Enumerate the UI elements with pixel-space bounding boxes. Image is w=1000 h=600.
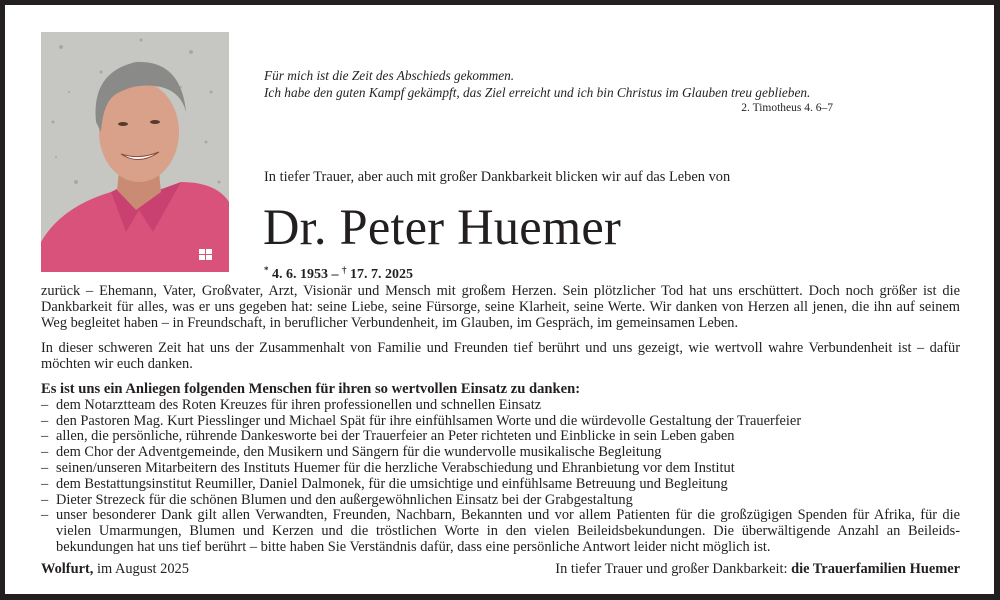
- signature-line: [555, 560, 960, 578]
- death-symbol: †: [342, 265, 347, 275]
- place: Wolfurt,: [41, 561, 94, 577]
- death-date: 17. 7. 2025: [346, 267, 413, 282]
- bible-verse: [264, 67, 839, 101]
- list-item: – seinen/unseren Mitarbeitern des Instituts Huemer für die herzliche Verabschiedung und Ehranbietung vor dem Institut: [41, 459, 735, 476]
- birth-symbol: *: [264, 265, 269, 275]
- dash-bullet: –: [41, 459, 49, 476]
- verse-line-2: Ich habe den guten Kampf gekämpft, das Ziel erreicht und ich bin Christus im Glauben treu geblieben.: [264, 85, 811, 100]
- paragraph-gratitude: In dieser schweren Zeit hat uns der Zusammenhalt von Familie und Freunden tief berührt und uns gezeigt, wie wertvoll wahre Verbundenheit ist – dafür möchten wir euch danken.: [41, 340, 960, 373]
- signature: die Trauerfamilien Huemer: [791, 561, 960, 577]
- list-item: – allen, die persönliche, rührende Dankesworte bei der Trauerfeier an Peter richteten und Einblicke in sein Leben gaben: [41, 428, 735, 445]
- intro-text: In tiefer Trauer, aber auch mit großer Dankbarkeit blicken wir auf das Leben von: [264, 169, 731, 185]
- obituary-body: [41, 284, 960, 556]
- dash-bullet: –: [41, 396, 49, 413]
- list-item: – Dieter Strezeck für die schönen Blumen und den außergewöhnlichen Einsatz bei der Grabgestaltung: [41, 491, 633, 508]
- paragraph-tribute: zurück – Ehemann, Vater, Großvater, Arzt, Visionär und Mensch mit großem Herzen. Sein plötzlicher Tod hat uns erschüttert. Doch noch größer ist die Dankbarkeit für alles, was er uns gegeben hat: seine Liebe, seine Fürsorge, seine Klarheit, seine Werte. Wir danken von Herzen all jenen, die ihn auf seinem Weg begleitet haben – in Freundschaft, in beruflicher Verbundenheit, im Glauben, im Gespräch, im gemeinsamen Leben.: [41, 283, 960, 331]
- portrait-photo: [41, 32, 229, 272]
- birth-date: 4. 6. 1953 –: [268, 267, 342, 282]
- obituary-page: [5, 5, 994, 594]
- thanks-list: [41, 398, 960, 556]
- closing-text: In tiefer Trauer und großer Dankbarkeit:: [555, 561, 792, 577]
- place-date: [41, 560, 189, 578]
- list-item: – dem Notarztteam des Roten Kreuzes für ihren professionellen und schnellen Einsatz: [41, 396, 542, 413]
- list-item: – den Pastoren Mag. Kurt Piesslinger und Michael Spät für ihre einfühlsamen Worte und die würdevolle Gestaltung der Trauerfeier: [41, 412, 802, 429]
- dash-bullet: –: [41, 428, 49, 445]
- dash-bullet: –: [41, 507, 49, 524]
- list-item: – dem Bestattungsinstitut Reumiller, Daniel Dalmonek, für die umsichtige und einfühlsame Betreuung und Begleitung: [41, 475, 728, 492]
- dash-bullet: –: [41, 412, 49, 429]
- dash-bullet: –: [41, 475, 49, 492]
- list-item: – unser besonderer Dank gilt allen Verwandten, Freunden, Nachbarn, Bekannten und vor allem Patienten für die großzügigen Spenden für Afrika, für die vielen Umarmungen, Blumen und Kerzen und die tröstlichen Worte in den vielen Beileidsbekundungen. Die überwältigende Anzahl an Beileidsbekundungen hat uns tief berührt – bitte haben Sie Verständnis dafür, dass eine persönliche Antwort leider nicht möglich ist.: [41, 507, 960, 555]
- verse-line-1: Für mich ist die Zeit des Abschieds gekommen.: [264, 68, 515, 83]
- life-dates: [264, 261, 413, 284]
- dash-bullet: –: [41, 491, 49, 508]
- list-item: – dem Chor der Adventgemeinde, den Musikern und Sängern für die wundervolle musikalische Begleitung: [41, 444, 662, 461]
- portrait-image: [41, 32, 229, 272]
- verse-reference: 2. Timotheus 4. 6–7: [741, 102, 833, 114]
- date: im August 2025: [93, 561, 189, 577]
- thanks-heading: Es ist uns ein Anliegen folgenden Menschen für ihren so wertvollen Einsatz zu danken:: [41, 380, 581, 397]
- dash-bullet: –: [41, 444, 49, 461]
- deceased-name: Dr. Peter Huemer: [263, 199, 621, 255]
